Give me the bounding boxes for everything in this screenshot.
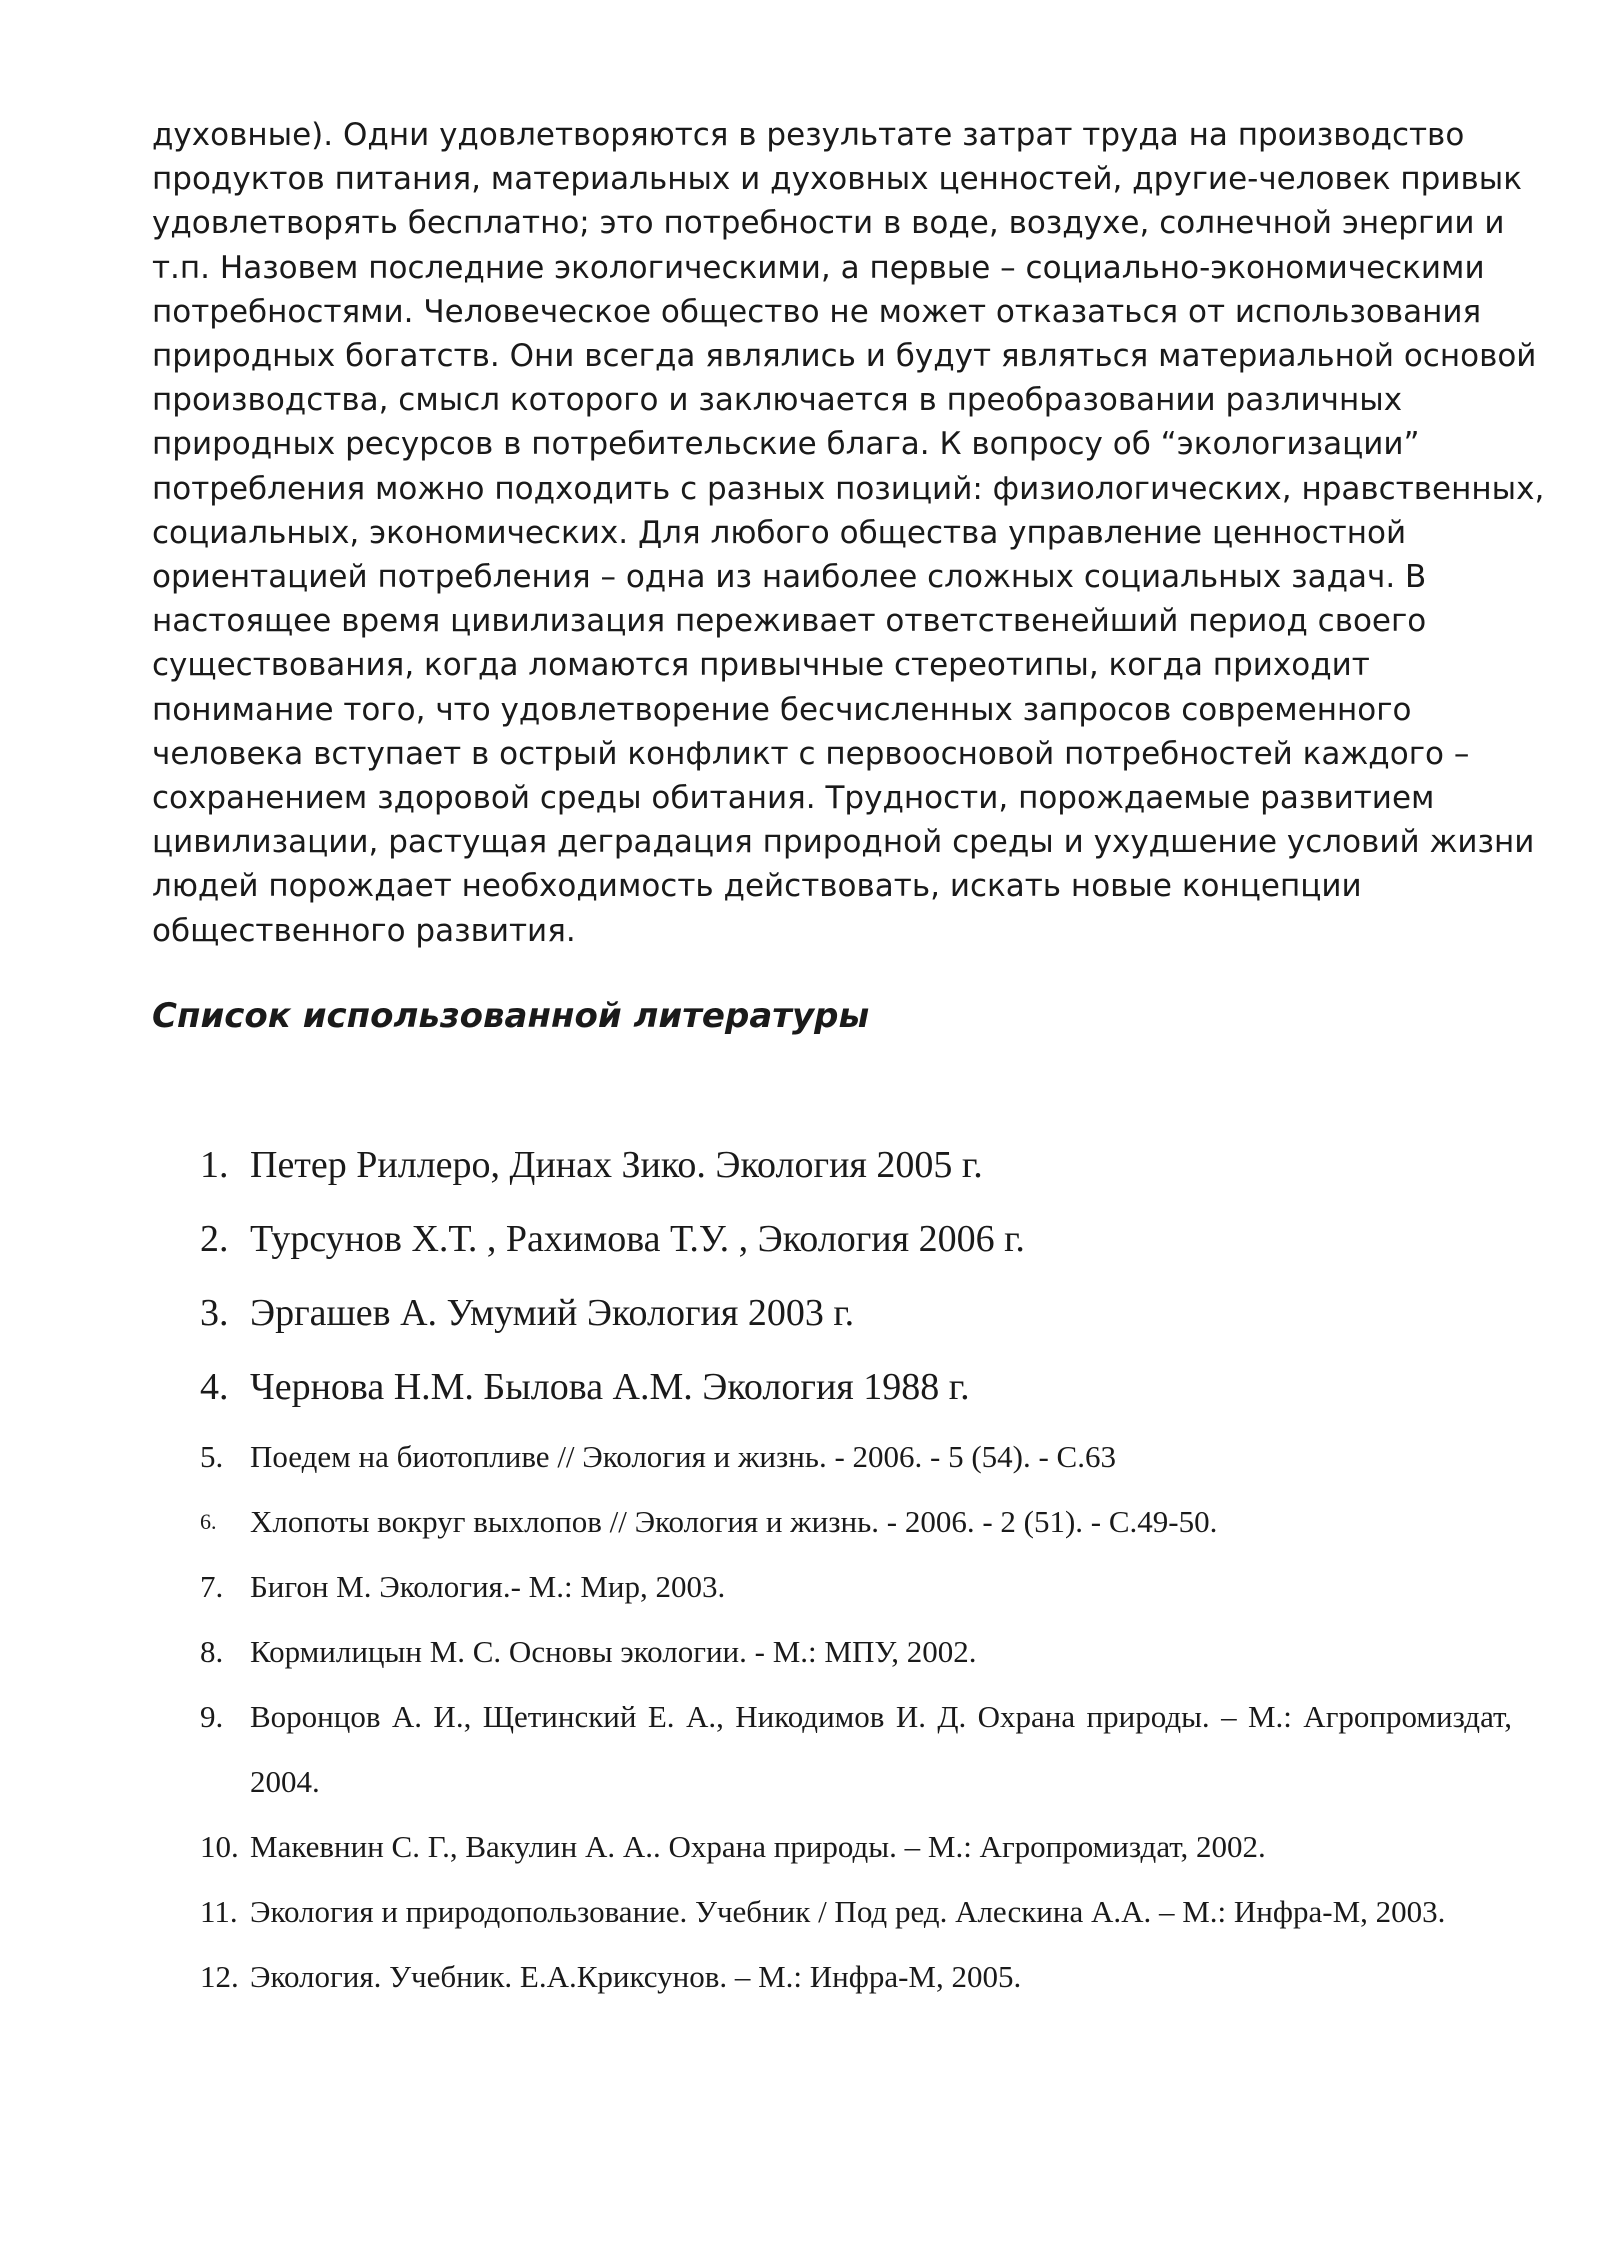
reference-text: Эргашев А. Умумий Экология 2003 г. [250,1292,855,1334]
paragraph-line: удовлетворять бесплатно; это потребности в воде, воздухе, солнечной энергии и [152,205,1505,242]
reference-text: Воронцов А. И., Щетинский Е. А., Никодимов И. Д. Охрана природы. – М.: Агропромиздат, 2004. [250,1699,1512,1799]
reference-text: Поедем на биотопливе // Экология и жизнь. - 2006. - 5 (54). - С.63 [250,1439,1116,1474]
paragraph-line: потребления можно подходить с разных позиций: физиологических, нравственных, [152,470,1545,507]
reference-number: 10. [200,1829,239,1864]
paragraph-line: понимание того, что удовлетворение бесчисленных запросов современного [152,691,1412,728]
reference-item [152,1814,1512,1879]
reference-text: Петер Риллеро, Динах Зико. Экология 2005 г. [250,1144,983,1186]
reference-item [152,1944,1512,2009]
references-heading: Список использованной литературы [152,996,870,1036]
paragraph-line: существования, когда ломаются привычные стереотипы, когда приходит [152,647,1370,684]
paragraph-line: настоящее время цивилизация переживает ответственейший период своего [152,603,1427,640]
reference-number: 9. [200,1699,224,1734]
reference-number: 5. [200,1439,224,1474]
reference-number: 1. [200,1144,229,1186]
reference-number: 11. [200,1894,238,1929]
page-content [152,113,1545,1994]
reference-text: Экология и природопользование. Учебник / Под ред. Алескина А.А. – М.: Инфра-М, 2003. [250,1894,1446,1929]
paragraph-line: продуктов питания, материальных и духовных ценностей, другие-человек привык [152,161,1522,198]
reference-text: Макевнин С. Г., Вакулин А. А.. Охрана природы. – М.: Агропромиздат, 2002. [250,1829,1266,1864]
reference-number: 8. [200,1634,224,1669]
references-list [152,1128,1512,2009]
reference-item [152,1350,1512,1424]
reference-text: Экология. Учебник. Е.А.Криксунов. – М.: Инфра-М, 2005. [250,1959,1022,1994]
body-paragraph [152,113,1545,953]
reference-text: Чернова Н.М. Былова А.М. Экология 1988 г. [250,1366,970,1408]
reference-number: 4. [200,1366,229,1408]
reference-item [152,1619,1512,1684]
reference-item [152,1684,1512,1814]
reference-item [152,1424,1512,1489]
paragraph-line: природных богатств. Они всегда являлись и будут являться материальной основой [152,338,1537,375]
reference-text: Хлопоты вокруг выхлопов // Экология и жизнь. - 2006. - 2 (51). - С.49-50. [250,1504,1218,1539]
reference-item [152,1489,1512,1554]
reference-text: Кормилицын М. С. Основы экологии. - М.: МПУ, 2002. [250,1634,977,1669]
paragraph-line: общественного развития. [152,912,576,949]
paragraph-line: человека вступает в острый конфликт с первоосновой потребностей каждого – [152,735,1470,772]
paragraph-line: цивилизации, растущая деградация природной среды и ухудшение условий жизни [152,824,1535,861]
reference-item [152,1128,1512,1202]
paragraph-line: потребностями. Человеческое общество не может отказаться от использования [152,293,1482,330]
reference-number: 6. [200,1509,217,1534]
reference-item [152,1276,1512,1350]
reference-item [152,1202,1512,1276]
paragraph-line: людей порождает необходимость действовать, искать новые концепции [152,868,1362,905]
reference-number: 3. [200,1292,229,1334]
paragraph-line: производства, смысл которого и заключается в преобразовании различных [152,382,1403,419]
reference-item [152,1554,1512,1619]
paragraph-line: ориентацией потребления – одна из наиболее сложных социальных задач. В [152,559,1427,596]
paragraph-line: природных ресурсов в потребительские блага. К вопросу об “экологизации” [152,426,1420,463]
paragraph-line: духовные). Одни удовлетворяются в результате затрат труда на производство [152,117,1465,153]
reference-item [152,1879,1512,1944]
reference-text: Турсунов Х.Т. , Рахимова Т.У. , Экология 2006 г. [250,1218,1025,1260]
reference-text: Бигон М. Экология.- М.: Мир, 2003. [250,1569,726,1604]
reference-number: 2. [200,1218,229,1260]
paragraph-line: сохранением здоровой среды обитания. Трудности, порождаемые развитием [152,780,1435,817]
reference-number: 7. [200,1569,224,1604]
paragraph-line: социальных, экономических. Для любого общества управление ценностной [152,514,1407,551]
reference-number: 12. [200,1959,239,1994]
paragraph-line: т.п. Назовем последние экологическими, а первые – социально-экономическими [152,249,1485,286]
